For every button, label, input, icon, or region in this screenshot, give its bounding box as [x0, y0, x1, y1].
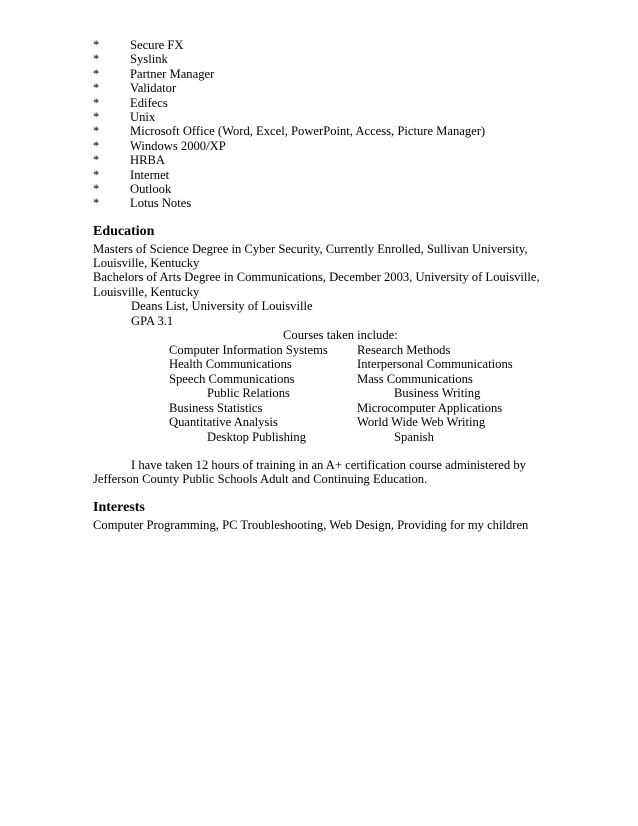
list-item	[93, 196, 485, 210]
list-item	[93, 153, 485, 167]
bullet: *	[93, 109, 100, 124]
course-item: Speech Communications	[169, 372, 295, 386]
skill-label: HRBA	[130, 153, 165, 168]
interests-text: Computer Programming, PC Troubleshooting, Web Design, Providing for my children	[93, 518, 529, 532]
masters-degree-location: Louisville, Kentucky	[93, 256, 200, 270]
list-item	[93, 52, 485, 66]
skill-label: Unix	[130, 109, 156, 124]
course-item: Spanish	[394, 430, 434, 444]
certification-line-continued: Jefferson County Public Schools Adult and Continuing Education.	[93, 472, 428, 486]
list-item	[93, 81, 485, 95]
education-heading: Education	[93, 224, 155, 239]
course-item: Interpersonal Communications	[357, 357, 513, 371]
skill-label: Edifecs	[130, 95, 168, 110]
bullet: *	[93, 167, 100, 182]
bullet: *	[93, 52, 100, 67]
course-item: Computer Information Systems	[169, 343, 328, 357]
bachelors-degree-line: Bachelors of Arts Degree in Communications, December 2003, University of Louisville,	[93, 270, 540, 284]
skill-label: Validator	[130, 81, 177, 96]
skill-label: Microsoft Office (Word, Excel, PowerPoint, Access, Picture Manager)	[130, 124, 486, 139]
bullet: *	[93, 81, 100, 96]
skill-label: Syslink	[130, 52, 168, 67]
gpa: GPA 3.1	[131, 314, 174, 328]
course-item: Microcomputer Applications	[357, 401, 503, 415]
courses-heading: Courses taken include:	[283, 328, 398, 342]
bullet: *	[93, 153, 100, 168]
list-item	[93, 139, 485, 153]
course-item: Business Writing	[394, 386, 481, 400]
course-item: Quantitative Analysis	[169, 415, 278, 429]
bullet: *	[93, 138, 100, 153]
certification-line: I have taken 12 hours of training in an A+ certification course administered by	[131, 458, 526, 472]
skill-label: Lotus Notes	[130, 196, 192, 211]
course-item: Mass Communications	[357, 372, 473, 386]
bullet: *	[93, 95, 100, 110]
list-item	[93, 168, 485, 182]
bullet: *	[93, 181, 100, 196]
course-item: Health Communications	[169, 357, 292, 371]
course-item: Business Statistics	[169, 401, 263, 415]
skill-label: Partner Manager	[130, 66, 215, 81]
skill-label: Secure FX	[130, 38, 184, 52]
course-item: World Wide Web Writing	[357, 415, 486, 429]
deans-list: Deans List, University of Louisville	[131, 299, 313, 313]
bullet: *	[93, 38, 100, 52]
list-item	[93, 124, 485, 138]
bullet: *	[93, 124, 100, 139]
skill-label: Outlook	[130, 181, 172, 196]
bullet: *	[93, 66, 100, 81]
course-item: Public Relations	[207, 386, 290, 400]
list-item	[93, 182, 485, 196]
skill-label: Windows 2000/XP	[130, 138, 226, 153]
list-item	[93, 38, 485, 52]
bachelors-degree-location: Louisville, Kentucky	[93, 285, 200, 299]
skill-label: Internet	[130, 167, 170, 182]
list-item	[93, 96, 485, 110]
list-item	[93, 67, 485, 81]
masters-degree-line: Masters of Science Degree in Cyber Security, Currently Enrolled, Sullivan University,	[93, 242, 528, 256]
course-item: Research Methods	[357, 343, 451, 357]
bullet: *	[93, 196, 100, 211]
interests-heading: Interests	[93, 500, 145, 515]
skills-list	[93, 38, 485, 211]
list-item	[93, 110, 485, 124]
course-item: Desktop Publishing	[207, 430, 307, 444]
